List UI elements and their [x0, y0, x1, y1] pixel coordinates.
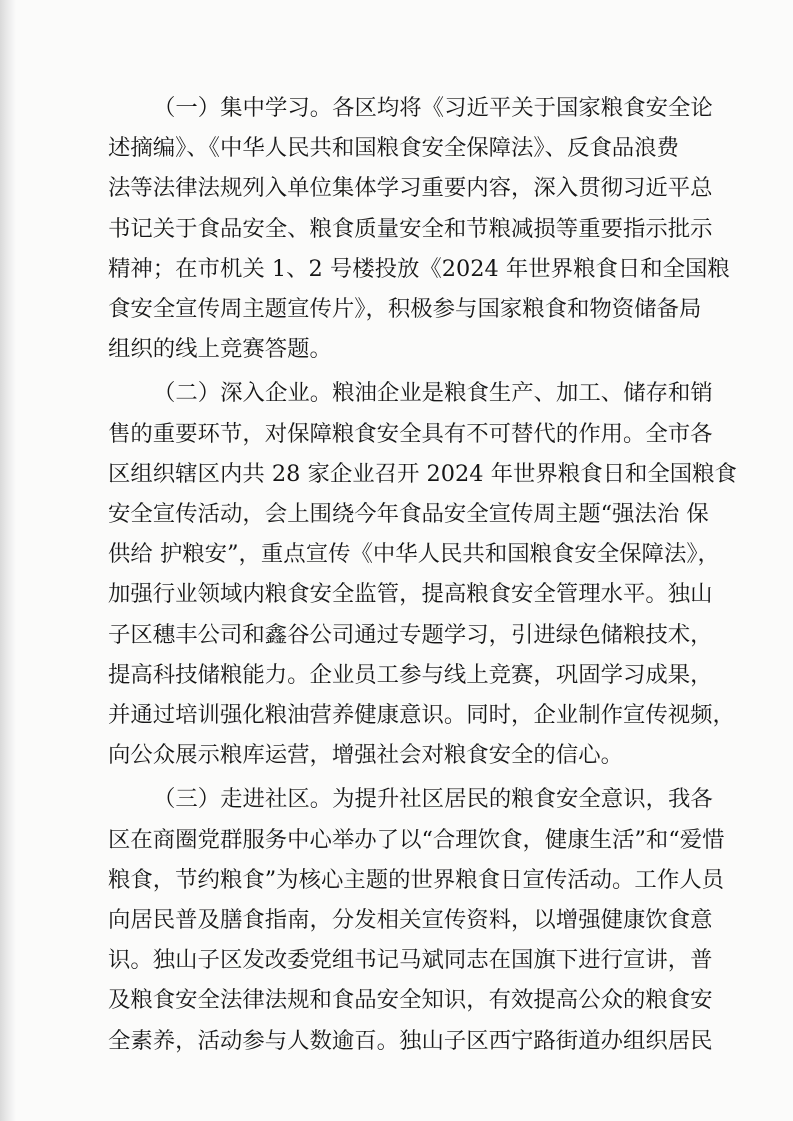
text-line: 区组织辖区内共 28 家企业召开 2024 年世界粮食日和全国粮食 [108, 460, 737, 487]
text-line: 精神；在市机关 1、2 号楼投放《2024 年世界粮食日和全国粮 [108, 255, 730, 282]
text-line: 全素养，活动参与人数逾百。独山子区西宁路街道办组织居民 [108, 1027, 713, 1054]
scan-edge-shadow [0, 0, 16, 1121]
text-line: 及粮食安全法律法规和食品安全知识，有效提高公众的粮食安 [108, 987, 713, 1014]
text-line: 并通过培训强化粮油营养健康意识。同时，企业制作宣传视频， [108, 702, 735, 729]
text-line: 区在商圈党群服务中心举办了以“合理饮食，健康生活”和“爱惜 [108, 826, 725, 853]
text-line: （二）深入企业。粮油企业是粮食生产、加工、储存和销 [153, 380, 713, 407]
text-line: 售的重要环节，对保障粮食安全具有不可替代的作用。全市各 [108, 420, 713, 447]
text-line: 向公众展示粮库运营，增强社会对粮食安全的信心。 [108, 742, 623, 769]
text-line: 加强行业领域内粮食安全监管，提高粮食安全管理水平。独山 [108, 581, 713, 608]
paragraph-centralized-study [108, 88, 730, 369]
text-line: （一）集中学习。各区均将《习近平关于国家粮食安全论 [153, 95, 713, 121]
paragraph-enterprise-visits [108, 373, 737, 775]
text-line: 识。独山子区发改委党组书记马斌同志在国旗下进行宣讲，普 [108, 947, 713, 974]
text-line: （三）走进社区。为提升社区居民的粮食安全意识，我各 [153, 786, 713, 813]
text-line: 提高科技储粮能力。企业员工参与线上竞赛，巩固学习成果， [108, 661, 713, 688]
text-line: 向居民普及膳食指南，分发相关宣传资料，以增强健康饮食意 [108, 907, 713, 934]
text-line: 安全宣传活动，会上围绕今年食品安全宣传周主题“强法治 保 [108, 501, 709, 528]
paragraph-community-outreach [108, 779, 725, 1060]
document-body [108, 88, 737, 1065]
text-line: 供给 护粮安”，重点宣传《中华人民共和国粮食安全保障法》， [108, 541, 720, 568]
text-line: 述摘编》、《中华人民共和国粮食安全保障法》、反食品浪费 [108, 135, 679, 162]
text-line: 子区穗丰公司和鑫谷公司通过专题学习，引进绿色储粮技术， [108, 621, 713, 648]
text-line: 法等法律法规列入单位集体学习重要内容，深入贯彻习近平总 [108, 175, 713, 202]
text-line: 书记关于食品安全、粮食质量安全和节粮减损等重要指示批示 [108, 215, 713, 242]
text-line: 食安全宣传周主题宣传片》，积极参与国家粮食和物资储备局 [108, 296, 702, 323]
text-line: 组织的线上竞赛答题。 [108, 336, 332, 363]
text-line: 粮食，节约粮食”为核心主题的世界粮食日宣传活动。工作人员 [108, 866, 724, 893]
